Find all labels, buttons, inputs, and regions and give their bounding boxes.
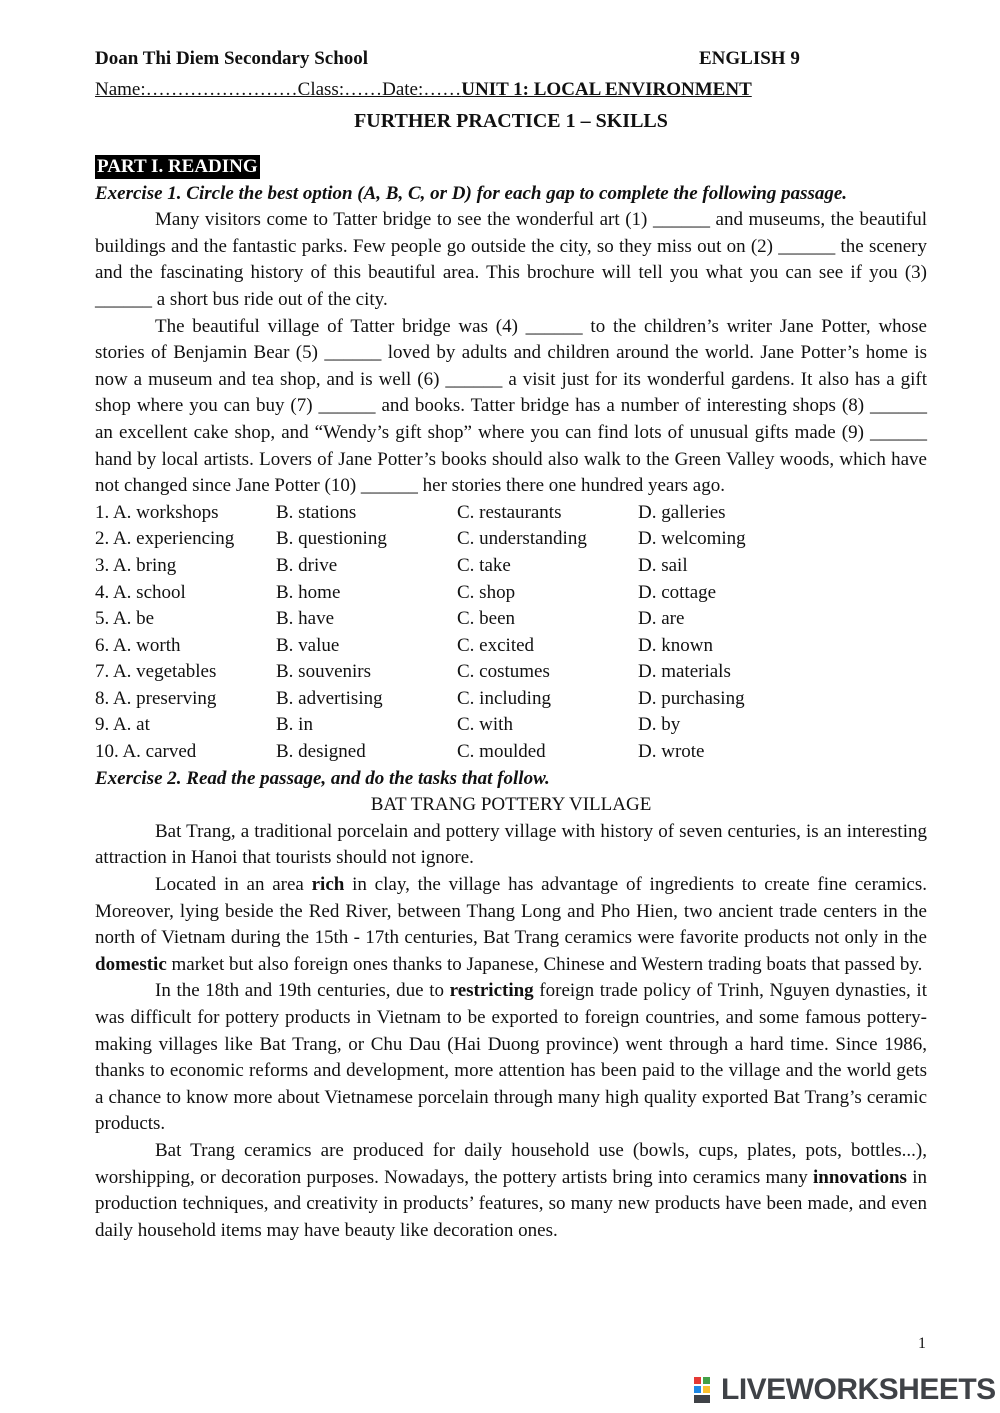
bold-word: innovations [812,1166,907,1188]
page-number: 1 [918,1335,926,1352]
bold-word: restricting [449,980,534,1002]
option-5-a[interactable]: 5. A. be [95,608,155,630]
subject-label: ENGLISH 9 [699,48,800,69]
option-4-a[interactable]: 4. A. school [95,581,186,603]
text-run: in clay, the village has advantage of ingredients to create fine ceramics. Moreover, lying beside the Red River, between Thang Long and Pho Hien, two ancient trade centers in the north of Vietnam during the 15th - 17th centuries, Bat Trang ceramics were favorite products not only in the [95,874,927,949]
option-10-c[interactable]: C. moulded [457,741,546,763]
exercise-1-instruction: Exercise 1. Circle the best option (A, B, C, or D) for each gap to complete the following passage. [95,182,848,204]
passage-paragraph [95,1138,927,1244]
option-4-d[interactable]: D. cottage [638,581,717,603]
option-1-c[interactable]: C. restaurants [457,501,562,523]
passage-paragraph: The beautiful village of Tatter bridge was (4) ______ to the children’s writer Jane Potter, whose stories of Benjamin Bear (5) ______ loved by adults and children around the world. Jane Potter’s home is now a museum and tea shop, and is well (6) ______ a visit just for its wonderful gardens. It also has a gift shop where you can buy (7) ______ and books. Tatter bridge has a number of interesting shops (8) ______ an excellent cake shop, and “Wendy’s gift shop” where you can find lots of unusual gifts made (9) ______ hand by local artists. Lovers of Jane Potter’s books should also walk to the Green Valley woods, which have not changed since Jane Potter (10) ______ her stories there one hundred years ago. [95,315,927,497]
passage-paragraph: Many visitors come to Tatter bridge to see the wonderful art (1) ______ and museums, the beautiful buildings and the fantastic parks. Few people go outside the city, so they miss out on (2) ______ the scenery and the fascinating history of this beautiful area. This brochure will tell you what you can see if you (3) ______ a short bus ride out of the city. [95,209,927,310]
option-4-b[interactable]: B. home [276,581,341,603]
part-label: PART I. READING [97,156,258,177]
option-8-d[interactable]: D. purchasing [638,687,745,709]
passage-paragraph: Bat Trang, a traditional porcelain and pottery village with history of seven centuries, is an interesting attraction in Hanoi that tourists should not ignore. [95,820,927,869]
exercise-2-instruction: Exercise 2. Read the passage, and do the tasks that follow. [95,767,550,789]
brand-name: LIVEWORKSHEETS [721,1373,996,1406]
text-run: market but also foreign ones thanks to Japanese, Chinese and Western trading boats that passed by. [166,953,923,975]
passage-paragraph [95,872,927,978]
option-10-a[interactable]: 10. A. carved [95,741,197,763]
page-title: FURTHER PRACTICE 1 – SKILLS [354,110,668,132]
option-1-d[interactable]: D. galleries [638,501,726,523]
option-6-a[interactable]: 6. A. worth [95,634,181,656]
option-9-a[interactable]: 9. A. at [95,714,150,736]
option-8-c[interactable]: C. including [457,687,551,709]
option-2-b[interactable]: B. questioning [276,528,387,550]
option-3-c[interactable]: C. take [457,554,511,576]
text-run: foreign trade policy of Trinh, Nguyen dynasties, it was difficult for pottery products in Vietnam to be exported to foreign countries, and some famous pottery-making villages like Bat Trang, or Chu Dau (Hai Duong province) went through a hard time. Since 1986, thanks to economic reforms and development, more attention has been paid to the village and the world gets a chance to know more about Vietnamese porcelain through many high quality exported Bat Trang’s ceramic products. [95,980,927,1135]
student-info-line [95,77,927,108]
option-6-d[interactable]: D. known [638,634,713,656]
option-3-d[interactable]: D. sail [638,554,688,576]
name-class-date-field[interactable]: Name:……………………Class:……Date:…… [95,79,462,100]
unit-title: UNIT 1: LOCAL ENVIRONMENT [461,79,752,100]
liveworksheets-logo-icon [693,1375,719,1405]
options-table [95,500,927,766]
bold-word: rich [311,874,345,896]
option-2-a[interactable]: 2. A. experiencing [95,528,235,550]
option-8-a[interactable]: 8. A. preserving [95,687,217,709]
option-3-a[interactable]: 3. A. bring [95,554,177,576]
school-name: Doan Thi Diem Secondary School [95,48,369,69]
passage-paragraph [95,978,927,1138]
option-2-d[interactable]: D. welcoming [638,528,746,550]
liveworksheets-brand[interactable] [693,1374,996,1406]
option-7-c[interactable]: C. costumes [457,661,550,683]
bold-word: domestic [95,953,167,975]
option-9-d[interactable]: D. by [638,714,681,736]
option-10-b[interactable]: B. designed [276,741,366,763]
option-4-c[interactable]: C. shop [457,581,516,603]
text-run: Bat Trang ceramics are produced for daily household use (bowls, cups, plates, pots, bottles...), worshipping, or decoration purposes. Nowadays, the pottery artists bring into ceramics many [95,1139,927,1188]
header-row [95,46,927,77]
passage-title: BAT TRANG POTTERY VILLAGE [370,794,652,816]
option-1-a[interactable]: 1. A. workshops [95,501,219,523]
option-6-b[interactable]: B. value [276,634,340,656]
option-5-d[interactable]: D. are [638,608,685,630]
option-7-d[interactable]: D. materials [638,661,731,683]
option-3-b[interactable]: B. drive [276,554,338,576]
option-8-b[interactable]: B. advertising [276,687,383,709]
text-run: in production techniques, and creativity in products’ features, so many new products have been made, and even daily household items may have beauty like decoration ones. [95,1166,927,1241]
option-7-a[interactable]: 7. A. vegetables [95,661,217,683]
option-7-b[interactable]: B. souvenirs [276,661,371,683]
option-10-d[interactable]: D. wrote [638,741,705,763]
option-2-c[interactable]: C. understanding [457,528,587,550]
option-5-b[interactable]: B. have [276,608,335,630]
option-1-b[interactable]: B. stations [276,501,357,523]
text-run: Located in an area [155,874,312,896]
option-9-b[interactable]: B. in [276,714,313,736]
worksheet-page [95,46,927,1244]
option-5-c[interactable]: C. been [457,608,516,630]
option-6-c[interactable]: C. excited [457,634,535,656]
text-run: In the 18th and 19th centuries, due to [155,980,450,1002]
option-9-c[interactable]: C. with [457,714,513,736]
